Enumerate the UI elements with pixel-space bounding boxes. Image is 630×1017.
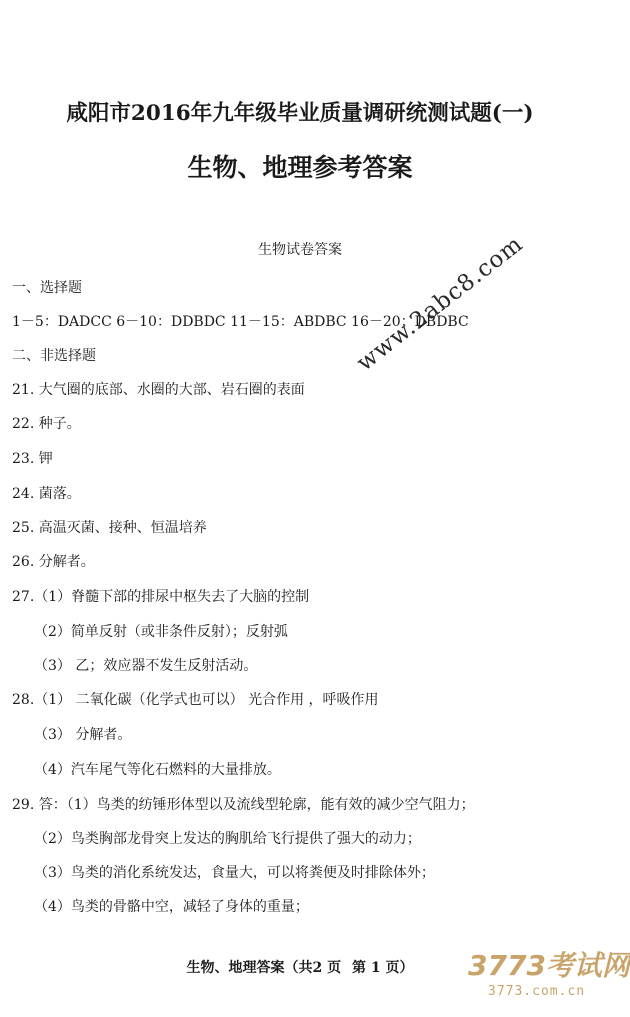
watermark: www.2abc8.com	[352, 230, 529, 377]
answer-line: （2）鸟类胸部龙骨突上发达的胸肌给飞行提供了强大的动力；	[34, 831, 421, 847]
answer-line: （4）汽车尾气等化石燃料的大量排放。	[34, 762, 281, 778]
answer-line: 27.（1）脊髓下部的排尿中枢失去了大脑的控制	[12, 589, 310, 605]
answer-line: （2）简单反射（或非条件反射）；反射弧	[34, 624, 288, 640]
answer-line: 22. 种子。	[12, 416, 81, 432]
answer-line: 26. 分解者。	[12, 554, 95, 570]
answer-line: 23. 钾	[12, 451, 53, 467]
footer-label: 生物、地理答案（共2 页	[186, 960, 342, 976]
answer-line: （3） 乙；效应器不发生反射活动。	[34, 658, 258, 674]
logo-main-text: 3773考试网	[468, 949, 630, 982]
answer-line: （3） 分解者。	[34, 727, 132, 743]
footer-page: 第 1 页）	[352, 960, 414, 976]
logo-sub-text: 3773.com.cn	[488, 984, 586, 999]
answer-line: 21. 大气圈的底部、水圈的大部、岩石圈的表面	[12, 382, 305, 398]
answer-line: 24. 菌落。	[12, 486, 81, 502]
answer-line: 1－5：DADCC 6－10：DDBDC 11－15：ABDBC 16－20：DBDBC	[12, 314, 469, 330]
answer-line: 一、选择题	[12, 280, 82, 296]
answer-line: （3）鸟类的消化系统发达，食量大，可以将粪便及时排除体外；	[34, 865, 435, 881]
section-title: 生物试卷答案	[258, 242, 342, 258]
site-logo	[468, 944, 630, 1010]
answer-line: 25. 高温灭菌、接种、恒温培养	[12, 520, 207, 536]
answer-line: 28.（1） 二氧化碳（化学式也可以） 光合作用 ，呼吸作用	[12, 692, 379, 708]
document-title: 咸阳市2016年九年级毕业质量调研统测试题(一)	[66, 101, 534, 126]
answer-line: 29. 答：（1）鸟类的纺锤形体型以及流线型轮廓，能有效的减少空气阻力；	[12, 797, 475, 813]
answer-line: 二、非选择题	[12, 348, 96, 364]
answer-line: （4）鸟类的骨骼中空，减轻了身体的重量；	[34, 899, 309, 915]
document-subtitle: 生物、地理参考答案	[187, 153, 413, 182]
